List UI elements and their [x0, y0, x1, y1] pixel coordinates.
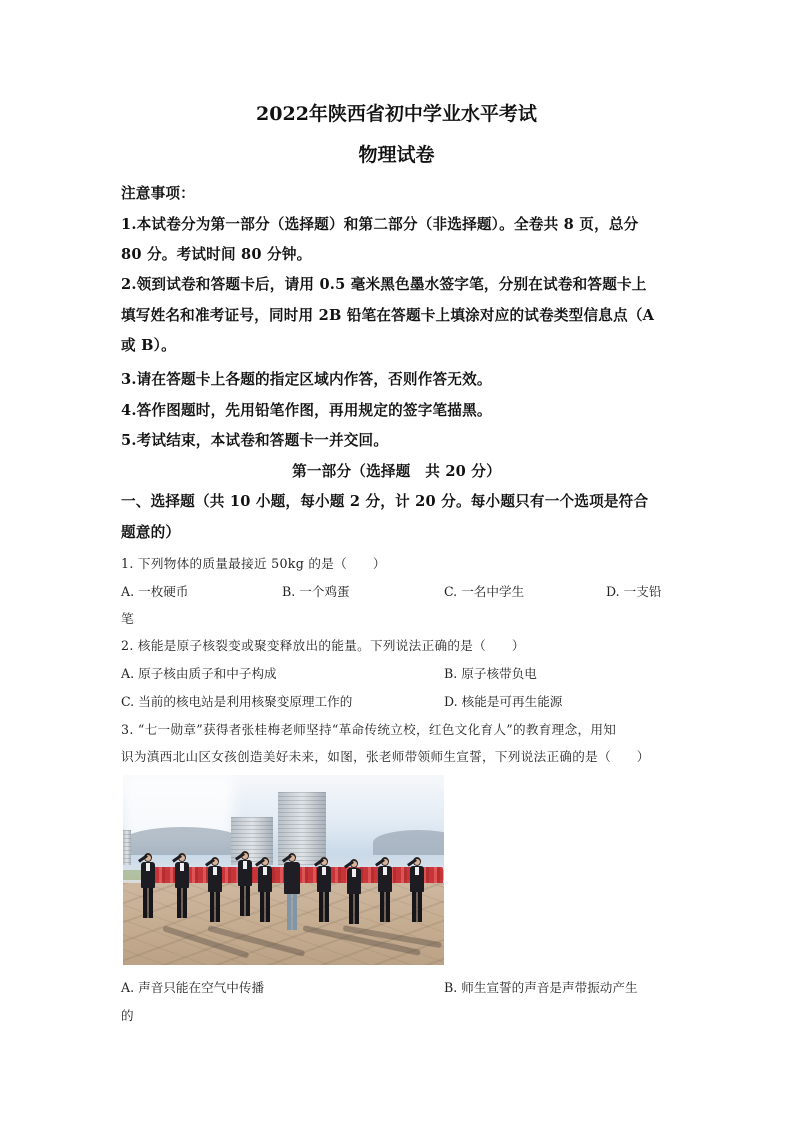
- notice-line: 2.领到试卷和答题卡后，请用 0.5 毫米黑色墨水签字笔，分别在试卷和答题卡上: [121, 276, 647, 293]
- notice-line: 3.请在答题卡上各题的指定区域内作答，否则作答无效。: [121, 371, 492, 388]
- part-heading: 第一部分（选择题 共 20 分）: [292, 463, 501, 480]
- photo-building: [123, 830, 131, 865]
- option-a: A. 原子核由质子和中子构成: [121, 666, 277, 681]
- option-b: B. 原子核带负电: [444, 666, 537, 681]
- section-instruction: 题意的）: [121, 524, 181, 541]
- option-wrap: 的: [121, 1008, 134, 1023]
- question-stem: 3. “七一勋章”获得者张桂梅老师坚持“革命传统立校，红色文化育人”的教育理念，用知: [121, 722, 617, 737]
- option-c: C. 当前的核电站是利用核聚变原理工作的: [121, 694, 353, 709]
- notice-line: 填写姓名和准考证号，同时用 2B 铅笔在答题卡上填涂对应的试卷类型信息点（A: [121, 307, 655, 324]
- notice-heading: 注意事项：: [121, 185, 195, 202]
- notice-line: 4.答作图题时，先用铅笔作图，再用规定的签字笔描黑。: [121, 402, 492, 419]
- oath-photo: [123, 775, 444, 965]
- option-d: D. 一支铅: [606, 584, 662, 599]
- option-b: B. 一个鸡蛋: [282, 584, 350, 599]
- notice-line: 5.考试结束，本试卷和答题卡一并交回。: [121, 432, 389, 449]
- photo-mountain: [373, 830, 444, 855]
- option-a: A. 声音只能在空气中传播: [121, 980, 265, 995]
- notice-line: 80 分。考试时间 80 分钟。: [121, 246, 312, 263]
- question-stem: 2. 核能是原子核裂变或聚变释放出的能量。下列说法正确的是（ ）: [121, 638, 525, 653]
- option-wrap: 笔: [121, 611, 134, 626]
- question-stem: 识为滇西北山区女孩创造美好未来，如图，张老师带领师生宣誓，下列说法正确的是（ ）: [121, 749, 650, 764]
- exam-title: 2022年陕西省初中学业水平考试: [256, 103, 537, 125]
- section-instruction: 一、选择题（共 10 小题，每小题 2 分，计 20 分。每小题只有一个选项是符合: [121, 493, 649, 510]
- notice-line: 或 B）。: [121, 337, 176, 354]
- option-d: D. 核能是可再生能源: [444, 694, 563, 709]
- photo-mountain: [123, 827, 243, 855]
- exam-subject: 物理试卷: [358, 144, 435, 166]
- question-stem: 1. 下列物体的质量最接近 50kg 的是（ ）: [121, 556, 386, 571]
- photo-pavement: [123, 883, 444, 965]
- notice-line: 1.本试卷分为第一部分（选择题）和第二部分（非选择题）。全卷共 8 页，总分: [121, 216, 639, 233]
- option-a: A. 一枚硬币: [121, 584, 189, 599]
- photo-building: [278, 792, 326, 865]
- option-b: B. 师生宣誓的声音是声带振动产生: [444, 980, 638, 995]
- option-c: C. 一名中学生: [444, 584, 525, 599]
